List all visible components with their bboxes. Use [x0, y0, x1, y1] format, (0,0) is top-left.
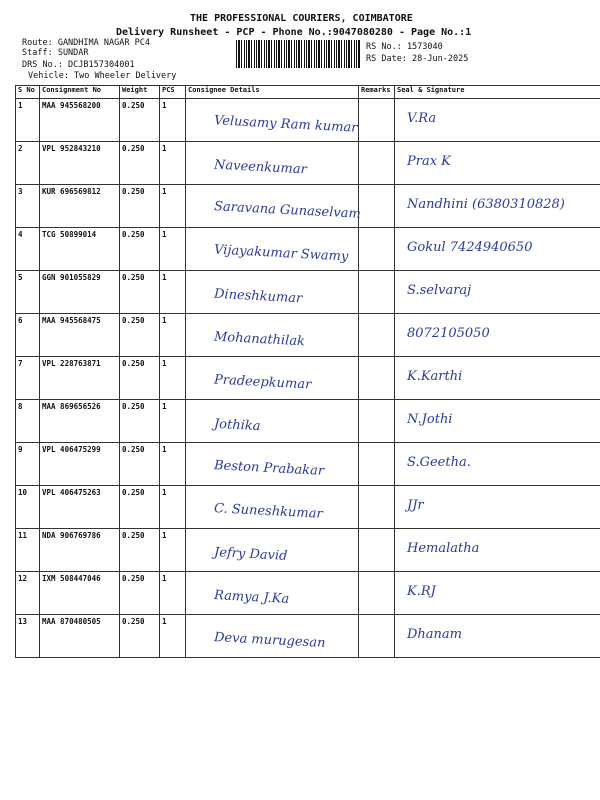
row-consignee: [186, 486, 359, 529]
row-consignment-no: VPL 952843210: [40, 142, 120, 185]
signature-handwriting: K.Karthi: [407, 369, 463, 384]
row-weight: 0.250: [120, 400, 160, 443]
row-remarks: [359, 615, 395, 658]
col-remarks: Remarks: [359, 86, 395, 99]
consignee-handwriting: Ramya J.Ka: [213, 588, 290, 607]
row-pcs: 1: [160, 228, 186, 271]
table-row: [16, 314, 600, 357]
row-sno: 12: [16, 572, 40, 615]
table-row: [16, 142, 600, 185]
table-row: [16, 357, 600, 400]
row-sno: 1: [16, 99, 40, 142]
row-remarks: [359, 443, 395, 486]
table-header: [16, 86, 600, 99]
staff-label: Staff: SUNDAR: [22, 48, 89, 58]
row-signature: [395, 99, 600, 142]
signature-handwriting: S.selvaraj: [407, 283, 472, 298]
row-sno: 10: [16, 486, 40, 529]
row-remarks: [359, 572, 395, 615]
row-pcs: 1: [160, 185, 186, 228]
row-weight: 0.250: [120, 185, 160, 228]
row-remarks: [359, 99, 395, 142]
row-consignment-no: KUR 696569812: [40, 185, 120, 228]
row-pcs: 1: [160, 142, 186, 185]
row-sno: 13: [16, 615, 40, 658]
runsheet-title: Delivery Runsheet - PCP - Phone No.:9047080280 - Page No.:1: [116, 27, 472, 38]
row-signature: [395, 615, 600, 658]
row-consignment-no: MAA 945568475: [40, 314, 120, 357]
row-signature: [395, 228, 600, 271]
consignee-handwriting: Beston Prabakar: [213, 458, 325, 479]
company-title: THE PROFESSIONAL COURIERS, COIMBATORE: [190, 13, 413, 24]
row-signature: [395, 357, 600, 400]
signature-handwriting: Hemalatha: [407, 541, 480, 556]
signature-handwriting: V.Ra: [407, 111, 437, 126]
consignee-handwriting: Pradeepkumar: [213, 372, 312, 393]
col-weight: Weight: [120, 86, 160, 99]
row-weight: 0.250: [120, 529, 160, 572]
route-label: Route: GANDHIMA NAGAR PC4: [22, 38, 150, 48]
row-consignee: [186, 443, 359, 486]
consignee-handwriting: Dineshkumar: [213, 286, 303, 307]
consignee-handwriting: Mohanathilak: [213, 329, 306, 350]
table-row: [16, 228, 600, 271]
row-consignment-no: TCG 50899014: [40, 228, 120, 271]
row-remarks: [359, 314, 395, 357]
signature-handwriting: 8072105050: [407, 326, 490, 341]
row-sno: 3: [16, 185, 40, 228]
row-sno: 5: [16, 271, 40, 314]
row-pcs: 1: [160, 486, 186, 529]
consignee-handwriting: C. Suneshkumar: [213, 501, 324, 522]
rs-number: RS No.: 1573040: [366, 42, 443, 52]
drs-label: DRS No.: DCJB157304001: [22, 60, 135, 70]
table-row: [16, 486, 600, 529]
row-remarks: [359, 271, 395, 314]
row-weight: 0.250: [120, 486, 160, 529]
row-remarks: [359, 228, 395, 271]
row-sno: 2: [16, 142, 40, 185]
vehicle-label: Vehicle: Two Wheeler Delivery: [28, 71, 177, 81]
row-pcs: 1: [160, 314, 186, 357]
row-signature: [395, 271, 600, 314]
row-consignee: [186, 529, 359, 572]
table-row: [16, 271, 600, 314]
row-signature: [395, 142, 600, 185]
table-row: [16, 99, 600, 142]
consignee-handwriting: Deva murugesan: [213, 630, 326, 651]
row-weight: 0.250: [120, 99, 160, 142]
row-remarks: [359, 486, 395, 529]
row-pcs: 1: [160, 529, 186, 572]
row-signature: [395, 443, 600, 486]
col-seal: Seal & Signature: [395, 86, 600, 99]
row-pcs: 1: [160, 357, 186, 400]
row-sno: 8: [16, 400, 40, 443]
table-row: [16, 572, 600, 615]
signature-handwriting: Nandhini (6380310828): [407, 197, 565, 212]
barcode: [236, 40, 360, 68]
consignee-handwriting: Jefry David: [213, 545, 288, 564]
row-consignment-no: MAA 870480505: [40, 615, 120, 658]
row-consignee: [186, 142, 359, 185]
row-remarks: [359, 185, 395, 228]
row-signature: [395, 400, 600, 443]
row-consignee: [186, 185, 362, 228]
row-consignment-no: VPL 228763871: [40, 357, 120, 400]
row-consignee: [186, 271, 359, 314]
col-consignment: Consignment No: [40, 86, 120, 99]
row-sno: 9: [16, 443, 40, 486]
row-sno: 6: [16, 314, 40, 357]
row-pcs: 1: [160, 400, 186, 443]
row-consignee: [186, 357, 359, 400]
row-weight: 0.250: [120, 357, 160, 400]
row-pcs: 1: [160, 443, 186, 486]
signature-handwriting: N.Jothi: [407, 412, 453, 427]
signature-handwriting: Gokul 7424940650: [407, 240, 533, 255]
row-signature: [395, 185, 600, 228]
row-sno: 11: [16, 529, 40, 572]
signature-handwriting: Prax K: [407, 154, 451, 169]
signature-handwriting: Dhanam: [407, 627, 462, 642]
table-row: [16, 185, 600, 228]
table-row: [16, 443, 600, 486]
row-pcs: 1: [160, 572, 186, 615]
signature-handwriting: JJr: [407, 498, 424, 513]
row-consignee: [186, 228, 359, 271]
consignee-handwriting: Naveenkumar: [213, 157, 308, 178]
row-consignment-no: VPL 406475263: [40, 486, 120, 529]
row-weight: 0.250: [120, 615, 160, 658]
row-weight: 0.250: [120, 314, 160, 357]
row-weight: 0.250: [120, 271, 160, 314]
row-sno: 4: [16, 228, 40, 271]
col-consignee: Consignee Details: [186, 86, 359, 99]
row-remarks: [359, 357, 395, 400]
consignee-handwriting: Jothika: [213, 416, 261, 435]
runsheet-table: [15, 85, 600, 658]
row-weight: 0.250: [120, 572, 160, 615]
table-row: [16, 615, 600, 658]
row-consignment-no: VPL 406475299: [40, 443, 120, 486]
row-consignment-no: NDA 906769786: [40, 529, 120, 572]
consignee-handwriting: Velusamy Ram kumar: [213, 113, 358, 136]
row-pcs: 1: [160, 271, 186, 314]
row-remarks: [359, 529, 395, 572]
row-pcs: 1: [160, 615, 186, 658]
row-signature: [395, 529, 600, 572]
table-row: [16, 400, 600, 443]
consignee-handwriting: Saravana Gunaselvam: [213, 199, 362, 222]
row-weight: 0.250: [120, 228, 160, 271]
row-remarks: [359, 142, 395, 185]
row-consignment-no: IXM 508447046: [40, 572, 120, 615]
row-consignee: [186, 572, 359, 615]
row-weight: 0.250: [120, 142, 160, 185]
row-remarks: [359, 400, 395, 443]
col-sno: S No: [16, 86, 40, 99]
row-consignee: [186, 400, 359, 443]
row-consignee: [186, 314, 359, 357]
row-pcs: 1: [160, 99, 186, 142]
row-signature: [395, 572, 600, 615]
row-consignee: [186, 615, 359, 658]
row-consignment-no: GGN 901055829: [40, 271, 120, 314]
consignee-handwriting: Vijayakumar Swamy: [213, 242, 349, 265]
row-consignment-no: MAA 869656526: [40, 400, 120, 443]
row-weight: 0.250: [120, 443, 160, 486]
row-signature: [395, 486, 600, 529]
signature-handwriting: K.RJ: [407, 584, 436, 599]
table-row: [16, 529, 600, 572]
signature-handwriting: S.Geetha.: [407, 455, 471, 470]
row-consignment-no: MAA 945568200: [40, 99, 120, 142]
row-sno: 7: [16, 357, 40, 400]
row-consignee: [186, 99, 359, 142]
row-signature: [395, 314, 600, 357]
rs-date: RS Date: 28-Jun-2025: [366, 54, 469, 64]
col-pcs: PCS: [160, 86, 186, 99]
